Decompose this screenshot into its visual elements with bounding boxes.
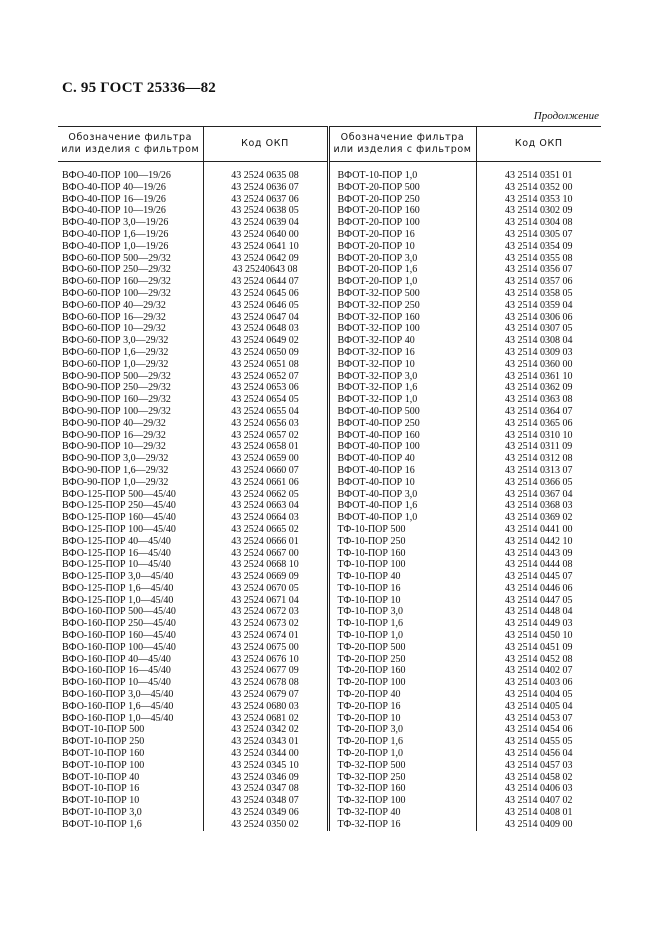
- okp-code-left: 43 2524 0654 05: [203, 394, 328, 406]
- filter-designation-left: ВФО-40-ПОР 10—19/26: [62, 205, 166, 217]
- continuation-label: Продолжение: [533, 110, 599, 122]
- okp-code-right: 43 2514 0366 05: [476, 477, 601, 489]
- okp-code-right: 43 2514 0453 07: [476, 713, 601, 725]
- table-row: [58, 536, 601, 548]
- okp-code-right: 43 2514 0354 09: [476, 241, 601, 253]
- okp-code-right: 43 2514 0310 10: [476, 430, 601, 442]
- okp-code-right: 43 2514 0458 02: [476, 772, 601, 784]
- filter-designation-right: ТФ-32-ПОР 160: [328, 783, 476, 795]
- okp-code-left: 43 2524 0660 07: [203, 465, 328, 477]
- okp-code-right: 43 2514 0352 00: [476, 182, 601, 194]
- filter-designation-left: ВФО-90-ПОР 250—29/32: [62, 382, 171, 394]
- filter-designation-left: ВФО-125-ПОР 500—45/40: [62, 488, 176, 500]
- filter-designation-left: ВФО-160-ПОР 160—45/40: [62, 630, 176, 642]
- table-row: [58, 724, 601, 736]
- table-row: [58, 548, 601, 560]
- table-row: [58, 559, 601, 571]
- filter-designation-right: ВФОТ-40-ПОР 160: [328, 430, 476, 442]
- table-row: [58, 382, 601, 394]
- table-row: [58, 441, 601, 453]
- column-header-designation-left: Обозначение фильтра или изделия с фильтром: [58, 127, 203, 162]
- filter-designation-right: ТФ-10-ПОР 100: [328, 559, 476, 571]
- table-row: [58, 264, 601, 276]
- okp-code-left: 43 2524 0677 09: [203, 665, 328, 677]
- okp-code-left: 43 2524 0636 07: [203, 182, 328, 194]
- okp-code-left: 43 2524 0681 02: [203, 713, 328, 725]
- okp-code-right: 43 2514 0409 00: [476, 819, 601, 831]
- table-row: [58, 642, 601, 654]
- filter-designation-left: ВФО-160-ПОР 250—45/40: [62, 618, 176, 630]
- okp-code-left: 43 2524 0642 09: [203, 253, 328, 265]
- okp-code-right: 43 2514 0441 00: [476, 524, 601, 536]
- filter-designation-right: ТФ-10-ПОР 3,0: [328, 606, 476, 618]
- filter-designation-right: ТФ-20-ПОР 100: [328, 677, 476, 689]
- filter-designation-right: ВФОТ-40-ПОР 250: [328, 418, 476, 430]
- filter-designation-left: ВФО-40-ПОР 1,6—19/26: [62, 228, 169, 240]
- okp-code-left: 43 2524 0348 07: [203, 795, 328, 807]
- table-row: [58, 748, 601, 760]
- okp-code-right: 43 2514 0356 07: [476, 264, 601, 276]
- table-row: [58, 571, 601, 583]
- okp-code-left: 43 2524 0647 04: [203, 312, 328, 324]
- filter-designation-left: ВФОТ-10-ПОР 10: [62, 795, 140, 807]
- okp-code-right: 43 2514 0403 06: [476, 677, 601, 689]
- filter-designation-right: ВФОТ-40-ПОР 1,6: [328, 500, 476, 512]
- filter-designation-right: ВФОТ-40-ПОР 3,0: [328, 489, 476, 501]
- filter-designation-right: ВФОТ-32-ПОР 40: [328, 335, 476, 347]
- table-row: [58, 194, 601, 206]
- filter-designation-right: ВФОТ-32-ПОР 3,0: [328, 371, 476, 383]
- filter-designation-left: ВФО-40-ПОР 1,0—19/26: [62, 240, 169, 252]
- filter-designation-left: ВФО-60-ПОР 160—29/32: [62, 276, 171, 288]
- filter-designation-right: ВФОТ-32-ПОР 500: [328, 288, 476, 300]
- table-row: [58, 288, 601, 300]
- filter-designation-left: ВФО-60-ПОР 1,6—29/32: [62, 346, 169, 358]
- okp-code-left: 43 2524 0676 10: [203, 654, 328, 666]
- table-row: [58, 418, 601, 430]
- okp-code-right: 43 2514 0365 06: [476, 418, 601, 430]
- okp-code-right: 43 2514 0452 08: [476, 654, 601, 666]
- filter-designation-left: ВФО-60-ПОР 500—29/32: [62, 252, 171, 264]
- okp-code-right: 43 2514 0404 05: [476, 689, 601, 701]
- okp-code-left: 43 2524 0679 07: [203, 689, 328, 701]
- table-row: [58, 583, 601, 595]
- column-header-designation-right: Обозначение фильтра или изделия с фильтром: [328, 127, 476, 162]
- table-row: [58, 453, 601, 465]
- table-row: [58, 335, 601, 347]
- filter-designation-left: ВФО-90-ПОР 3,0—29/32: [62, 453, 169, 465]
- okp-code-left: 43 2524 0673 02: [203, 618, 328, 630]
- filter-designation-left: ВФО-160-ПОР 1,0—45/40: [62, 712, 174, 724]
- filter-designation-left: ВФО-125-ПОР 250—45/40: [62, 500, 176, 512]
- table-row: [58, 217, 601, 229]
- table-row: [58, 807, 601, 819]
- filter-designation-right: ВФОТ-40-ПОР 16: [328, 465, 476, 477]
- filter-designation-right: ТФ-32-ПОР 500: [328, 760, 476, 772]
- table-row: [58, 665, 601, 677]
- okp-code-right: 43 2514 0361 10: [476, 371, 601, 383]
- okp-code-right: 43 2514 0449 03: [476, 618, 601, 630]
- okp-code-left: 43 2524 0342 02: [203, 724, 328, 736]
- okp-code-left: 43 2524 0667 00: [203, 548, 328, 560]
- okp-code-left: 43 2524 0638 05: [203, 205, 328, 217]
- filter-designation-right: ТФ-32-ПОР 40: [328, 807, 476, 819]
- okp-code-left: 43 2524 0644 07: [203, 276, 328, 288]
- table-row: [58, 371, 601, 383]
- okp-code-right: 43 2514 0406 03: [476, 783, 601, 795]
- table-row: [58, 359, 601, 371]
- okp-code-left: 43 2524 0346 09: [203, 772, 328, 784]
- table-row: [58, 654, 601, 666]
- filter-designation-left: ВФО-160-ПОР 1,6—45/40: [62, 700, 174, 712]
- okp-code-left: 43 2524 0350 02: [203, 819, 328, 831]
- table-row: [58, 689, 601, 701]
- filter-designation-left: ВФО-125-ПОР 40—45/40: [62, 535, 171, 547]
- filter-designation-left: ВФОТ-10-ПОР 500: [62, 724, 145, 736]
- okp-code-right: 43 2514 0446 06: [476, 583, 601, 595]
- okp-code-left: 43 2524 0664 03: [203, 512, 328, 524]
- filter-designation-left: ВФО-125-ПОР 100—45/40: [62, 523, 176, 535]
- filter-designation-right: ВФОТ-10-ПОР 1,0: [328, 162, 476, 182]
- table-row: [58, 394, 601, 406]
- filter-designation-left: ВФОТ-10-ПОР 160: [62, 748, 145, 760]
- okp-code-right: 43 2514 0353 10: [476, 194, 601, 206]
- filter-designation-right: ТФ-10-ПОР 10: [328, 595, 476, 607]
- okp-code-left: 43 2524 0670 05: [203, 583, 328, 595]
- okp-code-table: [58, 126, 601, 831]
- okp-code-left: 43 2524 0655 04: [203, 406, 328, 418]
- okp-code-left: 43 2524 0665 02: [203, 524, 328, 536]
- filter-designation-left: ВФО-60-ПОР 1,0—29/32: [62, 358, 169, 370]
- filter-designation-right: ТФ-20-ПОР 250: [328, 654, 476, 666]
- okp-code-right: 43 2514 0305 07: [476, 229, 601, 241]
- okp-code-right: 43 2514 0454 06: [476, 724, 601, 736]
- table-row: [58, 229, 601, 241]
- filter-designation-right: ТФ-20-ПОР 40: [328, 689, 476, 701]
- filter-designation-left: ВФОТ-10-ПОР 3,0: [62, 807, 142, 819]
- table-row: [58, 347, 601, 359]
- filter-designation-right: ТФ-32-ПОР 100: [328, 795, 476, 807]
- filter-designation-left: ВФО-160-ПОР 16—45/40: [62, 665, 171, 677]
- okp-code-right: 43 2514 0456 04: [476, 748, 601, 760]
- table-row: [58, 205, 601, 217]
- table-row: [58, 162, 601, 182]
- okp-code-left: 43 2524 0662 05: [203, 489, 328, 501]
- okp-code-right: 43 2514 0313 07: [476, 465, 601, 477]
- filter-designation-left: ВФО-125-ПОР 1,0—45/40: [62, 594, 174, 606]
- table-row: [58, 783, 601, 795]
- okp-code-left: 43 2524 0345 10: [203, 760, 328, 772]
- filter-designation-left: ВФО-125-ПОР 1,6—45/40: [62, 582, 174, 594]
- okp-code-right: 43 2514 0443 09: [476, 548, 601, 560]
- okp-code-right: 43 2514 0408 01: [476, 807, 601, 819]
- table-row: [58, 512, 601, 524]
- table-row: [58, 677, 601, 689]
- table-row: [58, 406, 601, 418]
- okp-code-left: 43 2524 0649 02: [203, 335, 328, 347]
- okp-code-left: 43 2524 0645 06: [203, 288, 328, 300]
- okp-code-left: 43 2524 0674 01: [203, 630, 328, 642]
- filter-designation-left: ВФО-125-ПОР 10—45/40: [62, 559, 171, 571]
- filter-designation-right: ВФОТ-20-ПОР 16: [328, 229, 476, 241]
- filter-designation-right: ВФОТ-32-ПОР 1,0: [328, 394, 476, 406]
- filter-designation-right: ВФОТ-32-ПОР 250: [328, 300, 476, 312]
- okp-code-right: 43 2514 0311 09: [476, 441, 601, 453]
- okp-code-right: 43 2514 0367 04: [476, 489, 601, 501]
- table-row: [58, 606, 601, 618]
- okp-code-left: 43 2524 0344 00: [203, 748, 328, 760]
- table-row: [58, 312, 601, 324]
- filter-designation-left: ВФО-125-ПОР 16—45/40: [62, 547, 171, 559]
- filter-designation-left: ВФО-160-ПОР 10—45/40: [62, 677, 171, 689]
- okp-code-left: 43 2524 0653 06: [203, 382, 328, 394]
- okp-code-left: 43 2524 0656 03: [203, 418, 328, 430]
- filter-designation-right: ТФ-10-ПОР 1,0: [328, 630, 476, 642]
- okp-code-right: 43 2514 0444 08: [476, 559, 601, 571]
- okp-code-right: 43 2514 0355 08: [476, 253, 601, 265]
- okp-code-right: 43 2514 0308 04: [476, 335, 601, 347]
- okp-code-left: 43 2524 0672 03: [203, 606, 328, 618]
- filter-designation-right: ВФОТ-32-ПОР 100: [328, 323, 476, 335]
- okp-code-right: 43 2514 0448 04: [476, 606, 601, 618]
- filter-designation-left: ВФО-90-ПОР 100—29/32: [62, 405, 171, 417]
- okp-code-right: 43 2514 0457 03: [476, 760, 601, 772]
- filter-designation-left: ВФОТ-10-ПОР 16: [62, 783, 140, 795]
- filter-designation-left: ВФО-90-ПОР 10—29/32: [62, 441, 166, 453]
- filter-designation-left: ВФО-90-ПОР 1,6—29/32: [62, 464, 169, 476]
- okp-code-left: 43 2524 0658 01: [203, 441, 328, 453]
- okp-code-right: 43 2514 0359 04: [476, 300, 601, 312]
- filter-designation-right: ВФОТ-40-ПОР 100: [328, 441, 476, 453]
- okp-code-left: 43 2524 0650 09: [203, 347, 328, 359]
- table-row: [58, 713, 601, 725]
- table-row: [58, 630, 601, 642]
- table-row: [58, 500, 601, 512]
- filter-designation-right: ВФОТ-32-ПОР 1,6: [328, 382, 476, 394]
- filter-designation-left: ВФО-90-ПОР 1,0—29/32: [62, 476, 169, 488]
- okp-code-right: 43 2514 0364 07: [476, 406, 601, 418]
- okp-code-left: 43 2524 0347 08: [203, 783, 328, 795]
- table-row: [58, 477, 601, 489]
- okp-code-right: 43 2514 0358 05: [476, 288, 601, 300]
- okp-code-right: 43 2514 0309 03: [476, 347, 601, 359]
- okp-code-left: 43 2524 0640 00: [203, 229, 328, 241]
- filter-designation-right: ТФ-10-ПОР 40: [328, 571, 476, 583]
- filter-designation-right: ВФОТ-40-ПОР 40: [328, 453, 476, 465]
- filter-designation-left: ВФОТ-10-ПОР 100: [62, 759, 145, 771]
- filter-designation-right: ТФ-32-ПОР 16: [328, 819, 476, 831]
- filter-designation-left: ВФО-60-ПОР 100—29/32: [62, 287, 171, 299]
- filter-designation-right: ТФ-10-ПОР 1,6: [328, 618, 476, 630]
- filter-designation-left: ВФОТ-10-ПОР 250: [62, 736, 145, 748]
- filter-designation-left: ВФО-40-ПОР 100—19/26: [62, 170, 171, 181]
- table-row: [58, 430, 601, 442]
- table-header-row: [58, 127, 601, 162]
- okp-code-right: 43 2514 0307 05: [476, 323, 601, 335]
- table-row: [58, 701, 601, 713]
- okp-code-right: 43 2514 0447 05: [476, 595, 601, 607]
- okp-code-left: 43 2524 0646 05: [203, 300, 328, 312]
- okp-code-left: 43 2524 0349 06: [203, 807, 328, 819]
- table-row: [58, 772, 601, 784]
- filter-designation-right: ТФ-32-ПОР 250: [328, 772, 476, 784]
- column-header-okp-right: Код ОКП: [476, 127, 601, 162]
- filter-designation-left: ВФО-125-ПОР 160—45/40: [62, 512, 176, 524]
- filter-designation-right: ТФ-20-ПОР 1,0: [328, 748, 476, 760]
- filter-designation-right: ВФОТ-20-ПОР 500: [328, 182, 476, 194]
- okp-code-left: 43 2524 0651 08: [203, 359, 328, 371]
- filter-designation-left: ВФО-160-ПОР 100—45/40: [62, 641, 176, 653]
- okp-code-left: 43 2524 0641 10: [203, 241, 328, 253]
- filter-designation-right: ТФ-10-ПОР 16: [328, 583, 476, 595]
- filter-designation-right: ТФ-20-ПОР 3,0: [328, 724, 476, 736]
- filter-designation-right: ВФОТ-40-ПОР 10: [328, 477, 476, 489]
- okp-code-left: 43 2524 0675 00: [203, 642, 328, 654]
- page-title: С. 95 ГОСТ 25336—82: [62, 80, 216, 96]
- filter-designation-right: ВФОТ-20-ПОР 1,0: [328, 276, 476, 288]
- okp-code-right: 43 2514 0360 00: [476, 359, 601, 371]
- filter-designation-right: ВФОТ-20-ПОР 10: [328, 241, 476, 253]
- table-row: [58, 618, 601, 630]
- table-row: [58, 736, 601, 748]
- okp-code-left: 43 2524 0637 06: [203, 194, 328, 206]
- filter-designation-left: ВФО-60-ПОР 16—29/32: [62, 311, 166, 323]
- filter-designation-right: ВФОТ-20-ПОР 1,6: [328, 264, 476, 276]
- okp-code-right: 43 2514 0442 10: [476, 536, 601, 548]
- okp-code-left: 43 2524 0661 06: [203, 477, 328, 489]
- filter-designation-right: ТФ-20-ПОР 160: [328, 665, 476, 677]
- filter-designation-right: ВФОТ-20-ПОР 160: [328, 205, 476, 217]
- okp-code-left: 43 2524 0678 08: [203, 677, 328, 689]
- okp-code-left: 43 2524 0671 04: [203, 595, 328, 607]
- filter-designation-left: ВФО-60-ПОР 3,0—29/32: [62, 335, 169, 347]
- filter-designation-left: ВФО-90-ПОР 40—29/32: [62, 417, 166, 429]
- filter-designation-right: ВФОТ-32-ПОР 160: [328, 312, 476, 324]
- okp-code-left: 43 2524 0666 01: [203, 536, 328, 548]
- okp-code-right: 43 2514 0304 08: [476, 217, 601, 229]
- filter-designation-left: ВФО-160-ПОР 40—45/40: [62, 653, 171, 665]
- okp-code-right: 43 2514 0362 09: [476, 382, 601, 394]
- okp-code-left: 43 2524 0639 04: [203, 217, 328, 229]
- okp-code-left: 43 2524 0680 03: [203, 701, 328, 713]
- table-row: [58, 253, 601, 265]
- okp-code-right: 43 2514 0402 07: [476, 665, 601, 677]
- filter-designation-left: ВФО-40-ПОР 16—19/26: [62, 193, 166, 205]
- okp-code-right: 43 2514 0312 08: [476, 453, 601, 465]
- table-row: [58, 465, 601, 477]
- filter-designation-left: ВФО-60-ПОР 10—29/32: [62, 323, 166, 335]
- okp-code-right: 43 2514 0455 05: [476, 736, 601, 748]
- okp-code-left: 43 2524 0663 04: [203, 500, 328, 512]
- filter-designation-right: ТФ-20-ПОР 10: [328, 713, 476, 725]
- okp-code-right: 43 2514 0369 02: [476, 512, 601, 524]
- column-header-okp-left: Код ОКП: [203, 127, 328, 162]
- filter-designation-right: ВФОТ-40-ПОР 500: [328, 406, 476, 418]
- filter-designation-right: ВФОТ-20-ПОР 100: [328, 217, 476, 229]
- table-row: [58, 323, 601, 335]
- okp-code-left: 43 2524 0648 03: [203, 323, 328, 335]
- filter-designation-left: ВФО-90-ПОР 500—29/32: [62, 370, 171, 382]
- okp-code-left: 43 2524 0659 00: [203, 453, 328, 465]
- table-row: [58, 182, 601, 194]
- filter-designation-right: ВФОТ-32-ПОР 16: [328, 347, 476, 359]
- table-row: [58, 795, 601, 807]
- filter-designation-right: ВФОТ-20-ПОР 3,0: [328, 253, 476, 265]
- filter-designation-right: ТФ-10-ПОР 160: [328, 548, 476, 560]
- filter-designation-right: ТФ-20-ПОР 1,6: [328, 736, 476, 748]
- table-row: [58, 276, 601, 288]
- okp-code-left: 43 2524 0669 09: [203, 571, 328, 583]
- filter-designation-right: ТФ-20-ПОР 500: [328, 642, 476, 654]
- table-row: [58, 524, 601, 536]
- okp-code-left: 43 2524 0652 07: [203, 371, 328, 383]
- filter-designation-right: ВФОТ-32-ПОР 10: [328, 359, 476, 371]
- filter-designation-right: ВФОТ-20-ПОР 250: [328, 194, 476, 206]
- filter-designation-left: ВФОТ-10-ПОР 1,6: [62, 818, 142, 830]
- table-row: [58, 595, 601, 607]
- filter-designation-left: ВФО-60-ПОР 250—29/32: [62, 264, 171, 276]
- filter-designation-right: ТФ-10-ПОР 250: [328, 536, 476, 548]
- table-row: [58, 489, 601, 501]
- filter-designation-left: ВФО-40-ПОР 3,0—19/26: [62, 217, 169, 229]
- filter-designation-right: ТФ-20-ПОР 16: [328, 701, 476, 713]
- filter-designation-right: ВФОТ-40-ПОР 1,0: [328, 512, 476, 524]
- okp-code-left: 43 2524 0657 02: [203, 430, 328, 442]
- okp-code-right: 43 2514 0363 08: [476, 394, 601, 406]
- okp-code-left: 43 2524 0343 01: [203, 736, 328, 748]
- okp-code-right: 43 2514 0445 07: [476, 571, 601, 583]
- table-row: [58, 819, 601, 831]
- okp-code-left: 43 2524 0635 08: [203, 162, 328, 182]
- okp-code-right: 43 2514 0306 06: [476, 312, 601, 324]
- table-row: [58, 760, 601, 772]
- filter-designation-left: ВФО-160-ПОР 500—45/40: [62, 606, 176, 618]
- filter-designation-left: ВФОТ-10-ПОР 40: [62, 771, 140, 783]
- okp-code-right: 43 2514 0405 04: [476, 701, 601, 713]
- okp-code-right: 43 2514 0368 03: [476, 500, 601, 512]
- table-body: [58, 162, 601, 831]
- filter-designation-left: ВФО-160-ПОР 3,0—45/40: [62, 689, 174, 701]
- filter-designation-left: ВФО-125-ПОР 3,0—45/40: [62, 571, 174, 583]
- filter-designation-left: ВФО-60-ПОР 40—29/32: [62, 299, 166, 311]
- filter-designation-left: ВФО-40-ПОР 40—19/26: [62, 181, 166, 193]
- filter-designation-left: ВФО-90-ПОР 160—29/32: [62, 394, 171, 406]
- filter-designation-left: ВФО-90-ПОР 16—29/32: [62, 429, 166, 441]
- okp-code-right: 43 2514 0451 09: [476, 642, 601, 654]
- okp-code-right: 43 2514 0351 01: [476, 162, 601, 182]
- okp-code-left: 43 25240643 08: [203, 264, 328, 276]
- filter-designation-right: ТФ-10-ПОР 500: [328, 524, 476, 536]
- okp-code-right: 43 2514 0450 10: [476, 630, 601, 642]
- okp-code-right: 43 2514 0407 02: [476, 795, 601, 807]
- okp-code-right: 43 2514 0302 09: [476, 205, 601, 217]
- table-row: [58, 241, 601, 253]
- okp-code-right: 43 2514 0357 06: [476, 276, 601, 288]
- okp-code-left: 43 2524 0668 10: [203, 559, 328, 571]
- table-row: [58, 300, 601, 312]
